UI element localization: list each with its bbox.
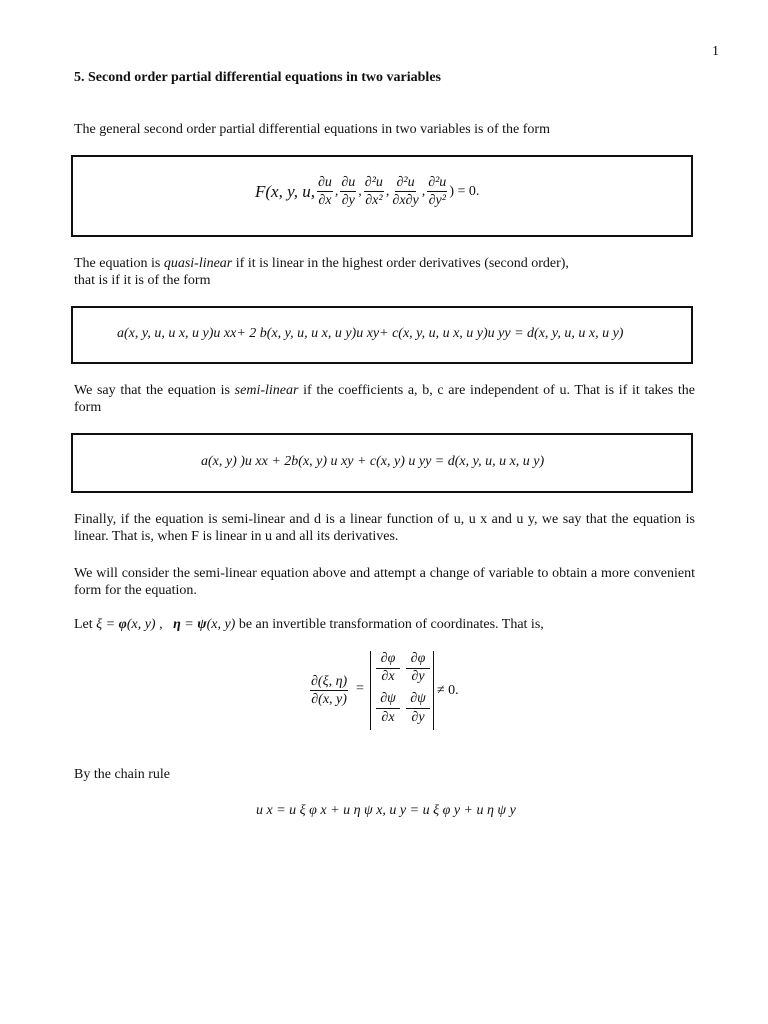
term-semi-linear: semi-linear <box>234 383 299 398</box>
page-number: 1 <box>712 44 719 59</box>
equation-general: F(x, y, u, $\frac{\partial u}{\partial x}$ , $\frac{\partial u}{\partial y}$ , $\frac{\text{∂²u}}{\text{∂x²}}$ , $\frac{\text{∂²u}}{\partial x\partial y}$ , $\frac{\text{∂²u}}{\text{∂y²}}$ ) = 0. <box>255 175 480 208</box>
semi-linear-paragraph: We say that the equation is semi-linear if the coefficients a, b, c are independent of u. That is if it takes the form <box>74 383 695 415</box>
jacobian-equals: = <box>356 681 364 696</box>
chain-rule-paragraph: By the chain rule <box>74 767 171 782</box>
consider-paragraph: We will consider the semi-linear equation above and attempt a change of variable to obtain a more convenient form for the equation. <box>74 566 695 598</box>
fraction-du-dy: $\frac{\partial u}{\partial y}$ <box>341 175 356 208</box>
fraction-d2u-dxdy: $\frac{\text{∂²u}}{\partial x\partial y}$ <box>392 175 419 208</box>
equation-box-general <box>71 155 693 237</box>
fraction-du-dx: $\frac{\partial u}{\partial x}$ <box>317 175 332 208</box>
fraction-d2u-dx2: $\frac{\text{∂²u}}{\text{∂x²}}$ <box>364 175 383 208</box>
equation-box-quasi-linear <box>71 306 693 364</box>
chain-rule-equation: u x = u ξ φ x + u η ψ x, u y = u ξ φ y + u η ψ y <box>256 803 516 818</box>
jacobian-fraction: $\frac{\partial(\xi, \eta)}{\partial(x, y)}$ <box>311 674 348 707</box>
jacobian-not-equal: ≠ 0. <box>437 683 459 698</box>
jacobian-determinant: ∂φ ∂x ∂φ ∂y ∂ψ ∂x ∂ψ ∂y <box>370 651 434 730</box>
transformation-paragraph: Let ξ = φ(x, y) , η = ψ(x, y) be an invertible transformation of coordinates. That is, <box>74 617 544 632</box>
equation-quasi-linear: a(x, y, u, u x, u y)u xx+ 2 b(x, y, u, u x, u y)u xy+ c(x, y, u, u x, u y)u yy = d(x, y, u, u x, u y) <box>117 326 624 341</box>
term-quasi-linear: quasi-linear <box>163 256 233 271</box>
linear-paragraph: Finally, if the equation is semi-linear and d is a linear function of u, u x and u y, we say that the equation is linear. That is, when F is linear in u and all its derivatives. <box>74 512 695 544</box>
intro-paragraph: The general second order partial differential equations in two variables is of the form <box>74 122 550 137</box>
transformation-formula: ξ = φ(x, y) , η = ψ(x, y) <box>96 617 236 632</box>
equation-box-semi-linear <box>71 433 693 493</box>
eq1-tail: ) = 0. <box>449 183 480 199</box>
fraction-d2u-dy2: $\frac{\text{∂²u}}{\text{∂y²}}$ <box>428 175 447 208</box>
equation-semi-linear: a(x, y) )u xx + 2b(x, y) u xy + c(x, y) u yy = d(x, y, u, u x, u y) <box>201 454 545 469</box>
eq1-lead: F(x, y, u, <box>255 181 315 201</box>
quasi-linear-paragraph: The equation is quasi-linear if it is linear in the highest order derivatives (second order), that is if it is of the form <box>74 256 569 288</box>
section-heading: 5. Second order partial differential equations in two variables <box>74 70 441 85</box>
